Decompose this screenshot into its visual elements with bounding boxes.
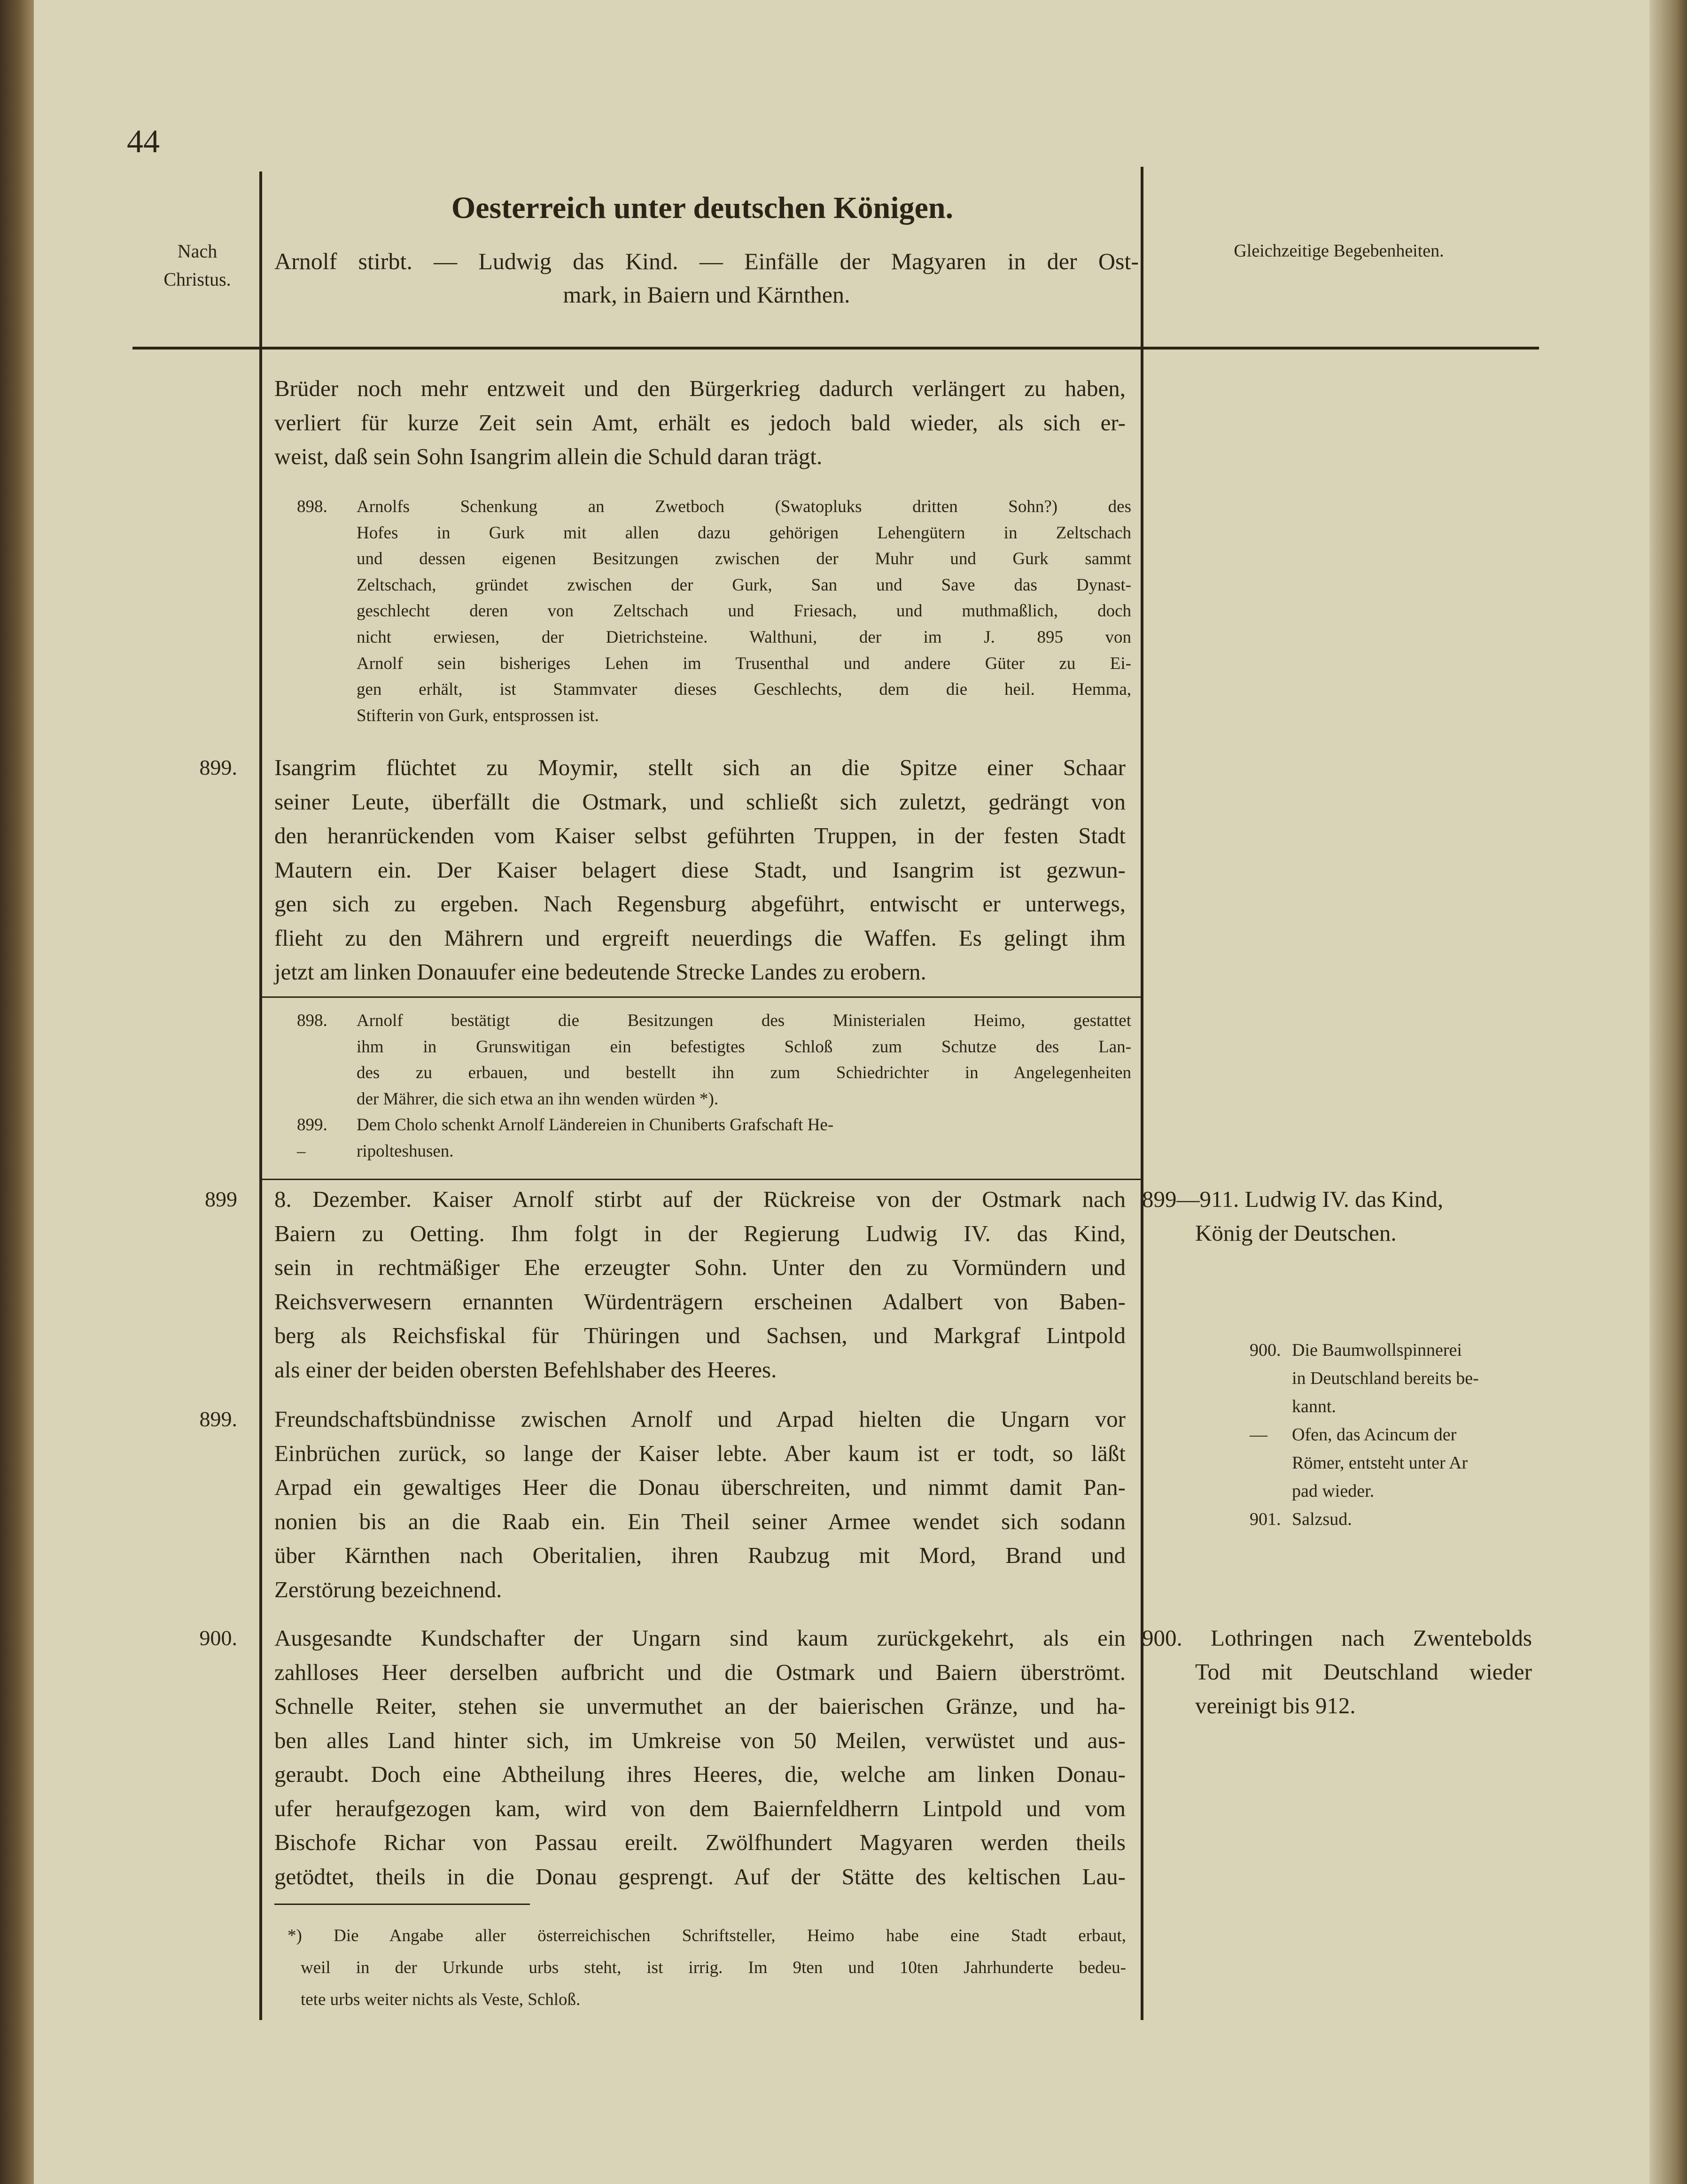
footnote-line: *) Die Angabe aller österreichischen Schriftsteller, Heimo habe eine Stadt erbaut, [288,1926,1126,1945]
side-line: in Deutschland bereits be- [1292,1368,1479,1388]
side-entry-row [1250,1477,1532,1505]
year-label: 899 [205,1187,237,1211]
entry-year [297,703,357,729]
text-line: verliert für kurze Zeit sein Amt, erhält es jedoch bald wieder, als sich er- [274,409,1126,435]
side-column-header: Gleichzeitige Begebenheiten. [1234,241,1444,261]
text-line: seiner Leute, überfällt die Ostmark, und schließt sich zuletzt, gedrängt von [274,788,1126,815]
year-column-header [155,237,240,294]
text-line: Ausgesandte Kundschafter der Ungarn sind kaum zurückgekehrt, als ein [274,1625,1126,1651]
side-line: pad wieder. [1292,1481,1375,1501]
subtitle-line: Arnolf stirbt. — Ludwig das Kind. — Einfälle der Magyaren in der Ost- [274,248,1139,274]
text-line: geschlecht deren von Zeltschach und Friesach, und muthmaßlich, doch [357,601,1131,621]
text-line: ripolteshusen. [357,1141,454,1161]
text-line: des zu erbauen, und bestellt ihn zum Schiedrichter in Angelegenheiten [357,1063,1131,1083]
entry-row [297,703,1131,729]
entry-year [297,546,357,572]
page-number: 44 [127,124,160,160]
paragraph [274,1182,1126,1387]
entry-year [297,1086,357,1112]
paragraph [274,1621,1126,1894]
text-line: gen erhält, ist Stammvater dieses Geschlechts, dem die heil. Hemma, [357,680,1131,700]
text-line: Arnolf sein bisheriges Lehen im Trusenthal und andere Güter zu Ei- [357,653,1131,673]
section-rule [261,996,1142,998]
entry-row [297,651,1131,677]
side-entry-small [1250,1336,1532,1533]
page-title: Oesterreich unter deutschen Königen. [451,191,954,225]
side-entry-year: 900. [1250,1340,1281,1360]
text-line: nonien bis an die Raab ein. Ein Theil seiner Armee wendet sich sodann [274,1508,1126,1534]
side-entry-year [1250,1364,1292,1392]
entry-row [297,494,1131,520]
side-line: kannt. [1292,1397,1336,1416]
column-divider-left [259,171,262,2020]
entry-row [297,598,1131,624]
text-line: 8. Dezember. Kaiser Arnolf stirbt auf der Rückreise von der Ostmark nach [274,1186,1126,1212]
paragraph [274,751,1126,989]
text-line: der Mährer, die sich etwa an ihn wenden würden *). [357,1089,719,1109]
text-line: getödtet, theils in die Donau gesprengt. Auf der Stätte des keltischen Lau- [274,1863,1126,1889]
year-label: 899. [199,1407,237,1431]
text-line: Schnelle Reiter, stehen sie unvermuthet an der baierischen Gränze, und ha- [274,1693,1126,1719]
entry-row [297,546,1131,572]
side-line: 899—911. Ludwig IV. das Kind, [1142,1186,1444,1212]
text-line: Reichsverwesern ernannten Würdenträgern erscheinen Adalbert von Baben- [274,1288,1126,1314]
text-line: Freundschaftsbündnisse zwischen Arnolf und Arpad hielten die Ungarn vor [274,1406,1126,1432]
side-line: Römer, entsteht unter Ar [1292,1453,1468,1473]
side-entry-row [1250,1364,1532,1392]
side-line: König der Deutschen. [1195,1220,1397,1246]
side-line: Die Baumwollspinnerei [1292,1340,1462,1360]
paragraph [274,1402,1126,1607]
entry-year: – [297,1141,306,1161]
year-label: 899. [199,755,237,779]
text-line: Brüder noch mehr entzweit und den Bürgerkrieg dadurch verlängert zu haben, [274,375,1126,401]
text-line: Hofes in Gurk mit allen dazu gehörigen Lehengütern in Zeltschach [357,523,1131,543]
side-entry-row [1250,1421,1532,1449]
text-line: ihm in Grunswitigan ein befestigtes Schloß zum Schutze des Lan- [357,1037,1131,1057]
entry-row [297,1060,1131,1086]
side-entry-year [1250,1392,1292,1421]
entry-row [297,1112,1131,1138]
text-line: Isangrim flüchtet zu Moymir, stellt sich an die Spitze einer Schaar [274,754,1126,780]
text-line: Mautern ein. Der Kaiser belagert diese Stadt, und Isangrim ist gezwun- [274,856,1126,883]
text-line: Arpad ein gewaltiges Heer die Donau überschreiten, und nimmt damit Pan- [274,1474,1126,1500]
entry-year [297,572,357,598]
text-line: Arnolfs Schenkung an Zwetboch (Swatopluks dritten Sohn?) des [357,497,1131,516]
subtitle-line: mark, in Baiern und Kärnthen. [563,281,850,308]
book-binding-edge [0,0,34,2184]
side-entry-row [1250,1336,1532,1364]
text-line: Bischofe Richar von Passau ereilt. Zwölfhundert Magyaren werden theils [274,1829,1126,1855]
text-line: weist, daß sein Sohn Isangrim allein die Schuld daran trägt. [274,443,823,469]
entry-row [297,1138,1131,1165]
year-column-label: Nach [177,241,218,262]
text-line: und dessen eigenen Besitzungen zwischen der Muhr und Gurk sammt [357,549,1131,569]
text-line: flieht zu den Mährern und ergreift neuerdings die Waffen. Es gelingt ihm [274,925,1126,951]
text-line: Stifterin von Gurk, entsprossen ist. [357,706,599,725]
year-label: 900. [199,1626,237,1650]
entry-year [297,624,357,651]
entry-row [297,1034,1131,1060]
side-line: Ofen, das Acincum der [1292,1425,1457,1445]
entry-year [297,1034,357,1060]
text-line: den heranrückenden vom Kaiser selbst geführten Truppen, in der festen Stadt [274,823,1126,848]
entry-row [297,676,1131,703]
side-entry-row [1250,1449,1532,1477]
entry-row [297,520,1131,546]
entry-row [297,1086,1131,1112]
side-entry-year: — [1250,1425,1267,1445]
side-entry-year [1250,1449,1292,1477]
side-entry-year: 901. [1250,1509,1281,1529]
text-line: gen sich zu ergeben. Nach Regensburg abgeführt, entwischt er unterwegs, [274,891,1126,917]
entry-year [297,598,357,624]
text-line: ben alles Land hinter sich, im Umkreise von 50 Meilen, verwüstet und aus- [274,1727,1126,1753]
column-divider-right [1141,167,1143,2020]
text-line: Baiern zu Oetting. Ihm folgt in der Regierung Ludwig IV. das Kind, [274,1220,1126,1246]
entry-year: 899. [297,1115,327,1135]
text-line: ufer heraufgezogen kam, wird von dem Baiernfeldherrn Lintpold und vom [274,1795,1126,1821]
side-line: 900. Lothringen nach Zwentebolds [1142,1625,1532,1651]
text-line: berg als Reichsfiskal für Thüringen und Sachsen, und Markgraf Lintpold [274,1322,1126,1348]
entry-year [297,520,357,546]
footnote [288,1920,1126,2016]
side-entry-row [1250,1392,1532,1421]
entry-row [297,1008,1131,1034]
entry-row [297,624,1131,651]
text-line: Arnolf bestätigt die Besitzungen des Ministerialen Heimo, gestattet [357,1011,1131,1030]
entry-year [297,676,357,703]
entry-year: 898. [297,497,327,516]
text-line: Dem Cholo schenkt Arnolf Ländereien in Chuniberts Grafschaft He- [357,1115,834,1135]
header-rule [132,347,1539,350]
paragraph [297,1008,1131,1165]
text-line: über Kärnthen nach Oberitalien, ihren Raubzug mit Mord, Brand und [274,1542,1126,1568]
side-entry-lothringen [1142,1621,1532,1723]
footnote-rule [274,1904,530,1905]
page-edge [1649,0,1687,2184]
text-line: nicht erwiesen, der Dietrichsteine. Walthuni, der im J. 895 von [357,627,1131,647]
footnote-line: tete urbs weiter nichts als Veste, Schloß. [301,1990,581,2009]
entry-year [297,651,357,677]
side-line: vereinigt bis 912. [1195,1693,1356,1718]
text-line: jetzt am linken Donauufer eine bedeutende Strecke Landes zu erobern. [274,959,926,985]
text-line: Einbrüchen zurück, so lange der Kaiser lebte. Aber kaum ist er todt, so läßt [274,1440,1126,1466]
text-line: Zerstörung bezeichnend. [274,1576,502,1602]
entry-row [297,572,1131,598]
year-column-label: Christus. [163,269,231,290]
text-line: Zeltschach, gründet zwischen der Gurk, San und Save das Dynast- [357,575,1131,595]
side-entry-year [1250,1477,1292,1505]
paragraph [297,494,1131,729]
side-line: Salzsud. [1292,1509,1352,1529]
entry-year: 898. [297,1011,327,1030]
side-entry-ludwig [1142,1182,1532,1250]
side-line: Tod mit Deutschland wieder [1195,1659,1532,1685]
text-line: zahlloses Heer derselben aufbricht und die Ostmark und Baiern überströmt. [274,1659,1126,1685]
side-entry-row [1250,1505,1532,1533]
entry-year [297,1060,357,1086]
section-rule [261,1179,1142,1180]
paragraph [274,372,1126,474]
text-line: als einer der beiden obersten Befehlshaber des Heeres. [274,1356,777,1383]
footnote-line: weil in der Urkunde urbs steht, ist irrig. Im 9ten und 10ten Jahrhunderte bedeu- [301,1958,1126,1977]
text-line: sein in rechtmäßiger Ehe erzeugter Sohn. Unter den zu Vormündern und [274,1254,1126,1280]
text-line: geraubt. Doch eine Abtheilung ihres Heeres, die, welche am linken Donau- [274,1761,1126,1787]
